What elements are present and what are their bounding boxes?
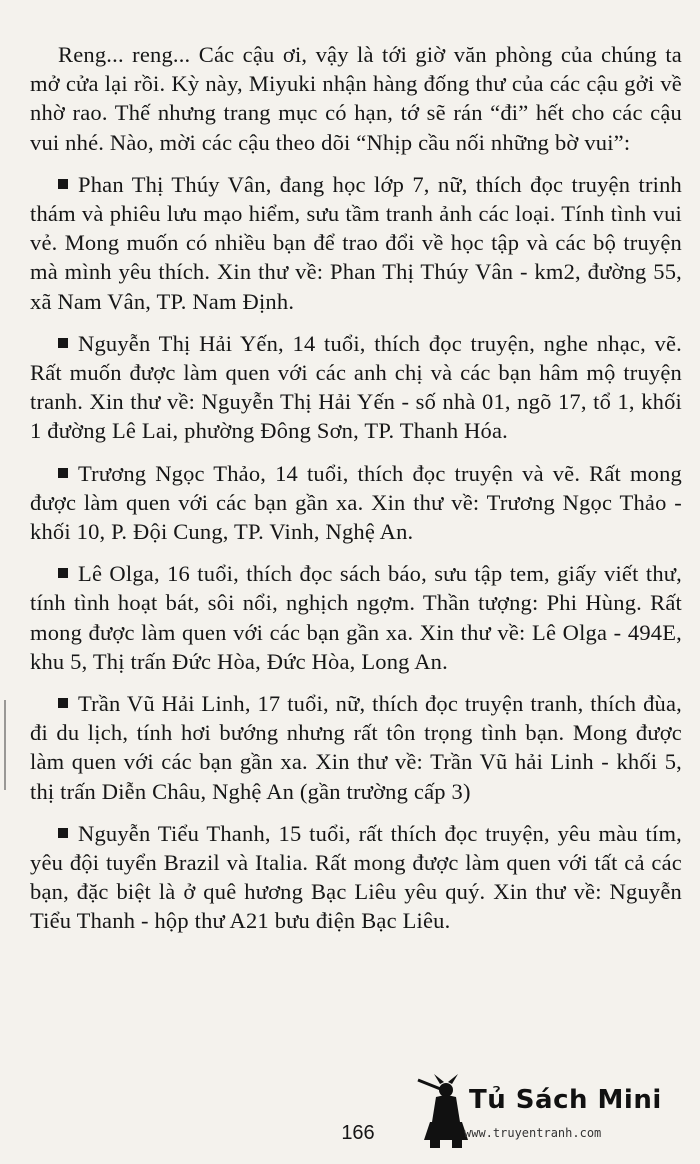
list-item	[30, 819, 682, 936]
page-text	[30, 40, 682, 949]
page-number: 166	[341, 1122, 375, 1144]
list-item	[30, 459, 682, 547]
entry-text: Trần Vũ Hải Linh, 17 tuổi, nữ, thích đọc truyện tranh, thích đùa, đi du lịch, tính hơi bướng nhưng rất tôn trọng tình bạn. Mong được làm quen với các bạn gần xa. Xin thư về: Trần Vũ hải Linh - khối 5, thị trấn Diễn Châu, Nghệ An (gần trường cấp 3)	[30, 691, 682, 804]
page-edge-shadow	[4, 700, 6, 790]
intro-paragraph: Reng... reng... Các cậu ơi, vậy là tới giờ văn phòng của chúng ta mở cửa lại rồi. Kỳ này, Miyuki nhận hàng đống thư của các cậu gởi về nhờ rao. Thế nhưng trang mục có hạn, tớ sẽ rán “đi” hết cho các cậu vui nhé. Nào, mời các cậu theo dõi “Nhịp cầu nối những bờ vui”:	[30, 42, 682, 155]
entry-text: Nguyễn Tiểu Thanh, 15 tuổi, rất thích đọc truyện, yêu màu tím, yêu đội tuyển Brazil và Italia. Rất mong được làm quen với tất cả các bạn, đặc biệt là ở quê hương Bạc Liêu yêu quý. Xin thư về: Nguyễn Tiểu Thanh - hộp thư A21 bưu điện Bạc Liêu.	[30, 820, 682, 934]
entry-text: Lê Olga, 16 tuổi, thích đọc sách báo, sưu tập tem, giấy viết thư, tính tình hoạt bát, sôi nổi, nghịch ngợm. Thần tượng: Phi Hùng. Rất mong được làm quen với các bạn gần xa. Xin thư về: Lê Olga - 494E, khu 5, Thị trấn Đức Hòa, Đức Hòa, Long An.	[30, 561, 682, 674]
bullet-square-icon	[58, 179, 68, 189]
bullet-square-icon	[58, 568, 68, 578]
list-item	[30, 170, 682, 316]
watermark-title: Tủ Sách Mini	[469, 1085, 662, 1115]
entry-text: Trương Ngọc Thảo, 14 tuổi, thích đọc truyện và vẽ. Rất mong được làm quen với các bạn gần xa. Xin thư về: Trương Ngọc Thảo - khối 10, P. Đội Cung, TP. Vinh, Nghệ An.	[30, 460, 682, 545]
bullet-square-icon	[58, 338, 68, 348]
list-item	[30, 559, 682, 676]
bullet-square-icon	[58, 468, 68, 478]
list-item	[30, 329, 682, 446]
entry-text: Phan Thị Thúy Vân, đang học lớp 7, nữ, thích đọc truyện trinh thám và phiêu lưu mạo hiểm, sưu tầm tranh ảnh các loại. Tính tình vui vẻ. Mong muốn có nhiều bạn để trao đổi về học tập và các bộ truyện mà mình yêu thích. Xin thư về: Phan Thị Thúy Vân - km2, đường 55, xã Nam Vân, TP. Nam Định.	[30, 171, 682, 314]
watermark-url: www.truyentranh.com	[464, 1126, 602, 1140]
watermark-logo	[416, 1070, 662, 1150]
bullet-square-icon	[58, 698, 68, 708]
list-item	[30, 689, 682, 806]
entry-text: Nguyễn Thị Hải Yến, 14 tuổi, thích đọc truyện, nghe nhạc, vẽ. Rất muốn được làm quen với các anh chị và các bạn hâm mộ truyện tranh. Xin thư về: Nguyễn Thị Hải Yến - số nhà 01, ngõ 17, tổ 1, khối 1 đường Lê Lai, phường Đông Sơn, TP. Thanh Hóa.	[30, 330, 682, 444]
bullet-square-icon	[58, 828, 68, 838]
